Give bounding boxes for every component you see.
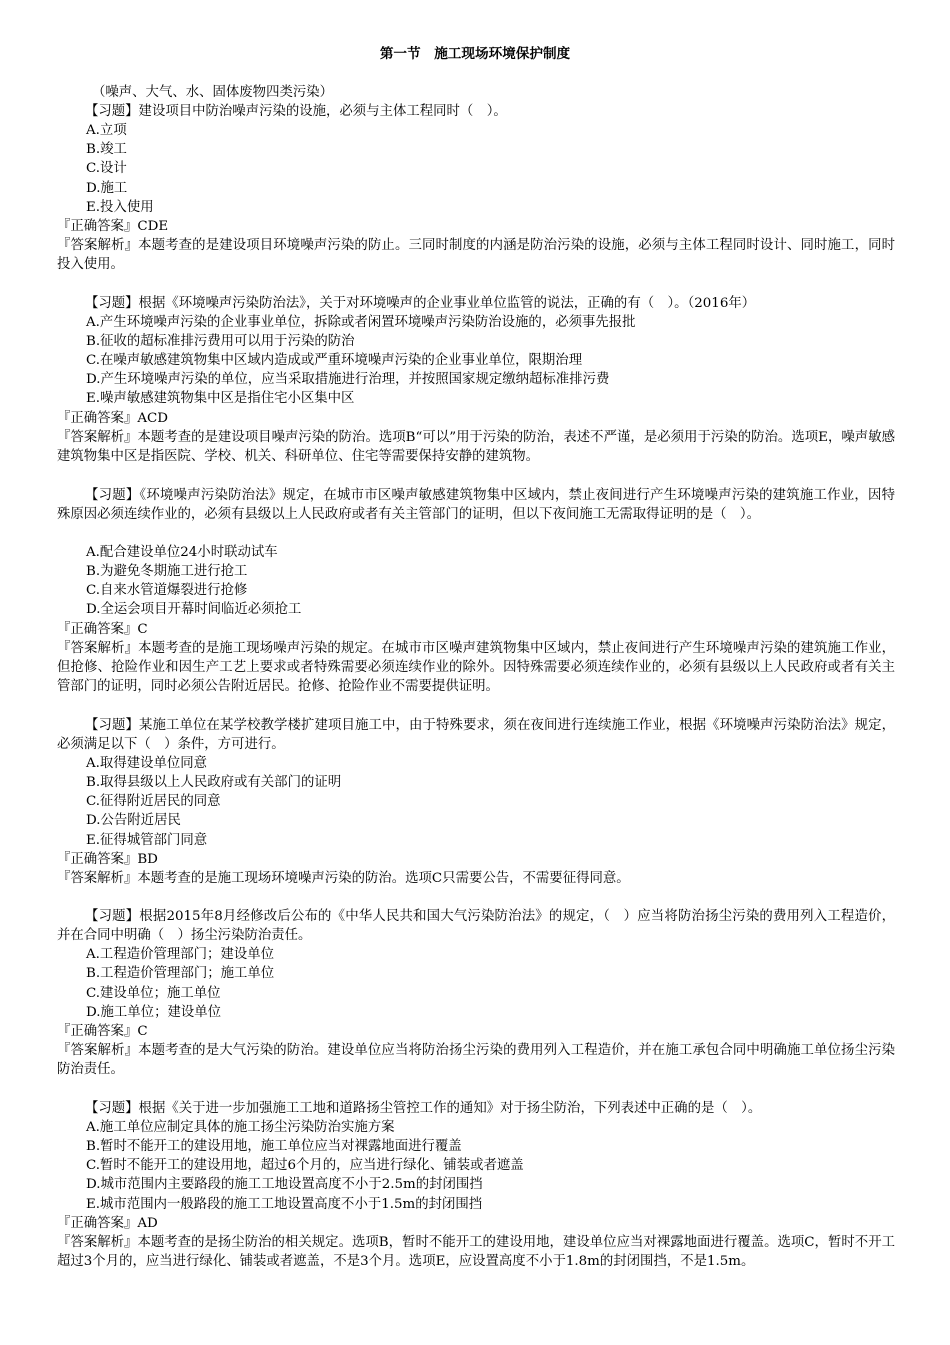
- question-1-option-e: E.投入使用: [86, 200, 154, 215]
- question-4-option-c: C.征得附近居民的同意: [86, 794, 221, 809]
- question-6-analysis: 『答案解析』本题考查的是扬尘防治的相关规定。选项B，暂时不能开工的建设用地，建设单位应当对裸露地面进行覆盖。选项C，暂时不开工超过3个月的，应当进行绿化、铺装或者遮盖，不是3个月。选项E，应设置高度不小于1.8m的封闭围挡，不是1.5m。: [57, 1235, 895, 1270]
- question-2-answer: 『正确答案』ACD: [57, 411, 168, 426]
- question-1: 【习题】建设项目中防治噪声污染的设施，必须与主体工程同时（ ）。: [85, 104, 507, 119]
- question-2-option-e: E.噪声敏感建筑物集中区是指住宅小区集中区: [86, 391, 355, 406]
- question-4-option-a: A.取得建设单位同意: [86, 756, 208, 771]
- question-3-answer: 『正确答案』C: [57, 622, 148, 637]
- question-2: 【习题】根据《环境噪声污染防治法》，关于对环境噪声的企业事业单位监管的说法，正确的有（ ）。（2016年）: [85, 296, 756, 311]
- question-3-option-b: B.为避免冬期施工进行抢工: [86, 564, 248, 579]
- question-4-option-b: B.取得县级以上人民政府或有关部门的证明: [86, 775, 342, 790]
- question-3-option-a: A.配合建设单位24小时联动试车: [86, 545, 278, 560]
- question-6-answer: 『正确答案』AD: [57, 1216, 158, 1231]
- question-2-option-b: B.征收的超标准排污费用可以用于污染的防治: [86, 334, 355, 349]
- question-5-option-c: C.建设单位；施工单位: [86, 986, 221, 1001]
- question-5-option-b: B.工程造价管理部门；施工单位: [86, 966, 275, 981]
- question-1-option-c: C.设计: [86, 161, 127, 176]
- question-4: 【习题】某施工单位在某学校教学楼扩建项目施工中，由于特殊要求，须在夜间进行连续施工作业，根据《环境噪声污染防治法》规定，必须满足以下（ ）条件，方可进行。: [57, 718, 895, 753]
- question-2-analysis: 『答案解析』本题考查的是建设项目噪声污染的防治。选项B“可以”用于污染的防治，表述不严谨，是必须用于污染的防治。选项E，噪声敏感建筑物集中区是指医院、学校、机关、科研单位、住宅等需要保持安静的建筑物。: [57, 430, 895, 465]
- question-6-option-b: B.暂时不能开工的建设用地，施工单位应当对裸露地面进行覆盖: [86, 1139, 462, 1154]
- question-5-answer: 『正确答案』C: [57, 1024, 148, 1039]
- question-6-option-d: D.城市范围内主要路段的施工工地设置高度不小于2.5m的封闭围挡: [86, 1177, 483, 1192]
- question-1-answer: 『正确答案』CDE: [57, 219, 169, 234]
- question-2-option-c: C.在噪声敏感建筑物集中区域内造成或严重环境噪声污染的企业事业单位，限期治理: [86, 353, 583, 368]
- question-6-option-e: E.城市范围内一般路段的施工工地设置高度不小于1.5m的封闭围挡: [86, 1197, 483, 1212]
- question-1-option-a: A.立项: [86, 123, 127, 138]
- question-1-analysis: 『答案解析』本题考查的是建设项目环境噪声污染的防止。三同时制度的内涵是防治污染的设施，必须与主体工程同时设计、同时施工，同时投入使用。: [57, 238, 895, 273]
- question-2-option-d: D.产生环境噪声污染的单位，应当采取措施进行治理，并按照国家规定缴纳超标准排污费: [86, 372, 610, 387]
- question-1-option-d: D.施工: [86, 181, 128, 196]
- question-6-option-c: C.暂时不能开工的建设用地，超过6个月的，应当进行绿化、铺装或者遮盖: [86, 1158, 524, 1173]
- question-3-option-c: C.自来水管道爆裂进行抢修: [86, 583, 248, 598]
- question-5-analysis: 『答案解析』本题考查的是大气污染的防治。建设单位应当将防治扬尘污染的费用列入工程造价，并在施工承包合同中明确施工单位扬尘污染防治责任。: [57, 1043, 895, 1078]
- question-3-analysis: 『答案解析』本题考查的是施工现场噪声污染的规定。在城市市区噪声建筑物集中区域内，禁止夜间进行产生环境噪声污染的建筑施工作业，但抢修、抢险作业和因生产工艺上要求或者特殊需要必须连续作业的除外。因特殊需要必须连续作业的，必须有县级以上人民政府或者有关主管部门的证明，同时必须公告附近居民。抢修、抢险作业不需要提供证明。: [57, 641, 895, 695]
- question-4-analysis: 『答案解析』本题考查的是施工现场环境噪声污染的防治。选项C只需要公告，不需要征得同意。: [57, 871, 630, 886]
- question-1-option-b: B.竣工: [86, 142, 127, 157]
- section-title: 第一节 施工现场环境保护制度: [379, 46, 571, 62]
- question-5: 【习题】根据2015年8月经修改后公布的《中华人民共和国大气污染防治法》的规定，（ ）应当将防治扬尘污染的费用列入工程造价，并在合同中明确（ ）扬尘污染防治责任。: [57, 909, 895, 944]
- question-2-option-a: A.产生环境噪声污染的企业事业单位，拆除或者闲置环境噪声污染防治设施的，必须事先报批: [86, 315, 636, 330]
- question-4-option-e: E.征得城管部门同意: [86, 833, 208, 848]
- question-4-option-d: D.公告附近居民: [86, 813, 181, 828]
- question-4-answer: 『正确答案』BD: [57, 852, 158, 867]
- question-3-option-d: D.全运会项目开幕时间临近必须抢工: [86, 602, 302, 617]
- subtitle: （噪声、大气、水、固体废物四类污染）: [92, 85, 334, 100]
- question-5-option-a: A.工程造价管理部门；建设单位: [86, 947, 275, 962]
- question-6-option-a: A.施工单位应制定具体的施工扬尘污染防治实施方案: [86, 1120, 395, 1135]
- question-3: 【习题】《环境噪声污染防治法》规定，在城市市区噪声敏感建筑物集中区域内，禁止夜间进行产生环境噪声污染的建筑施工作业，因特殊原因必须连续作业的，必须有县级以上人民政府或者有关主管部门的证明，但以下夜间施工无需取得证明的是（ ）。: [57, 488, 895, 523]
- question-5-option-d: D.施工单位；建设单位: [86, 1005, 222, 1020]
- question-6: 【习题】根据《关于进一步加强施工工地和道路扬尘管控工作的通知》对于扬尘防治，下列表述中正确的是（ ）。: [85, 1101, 762, 1116]
